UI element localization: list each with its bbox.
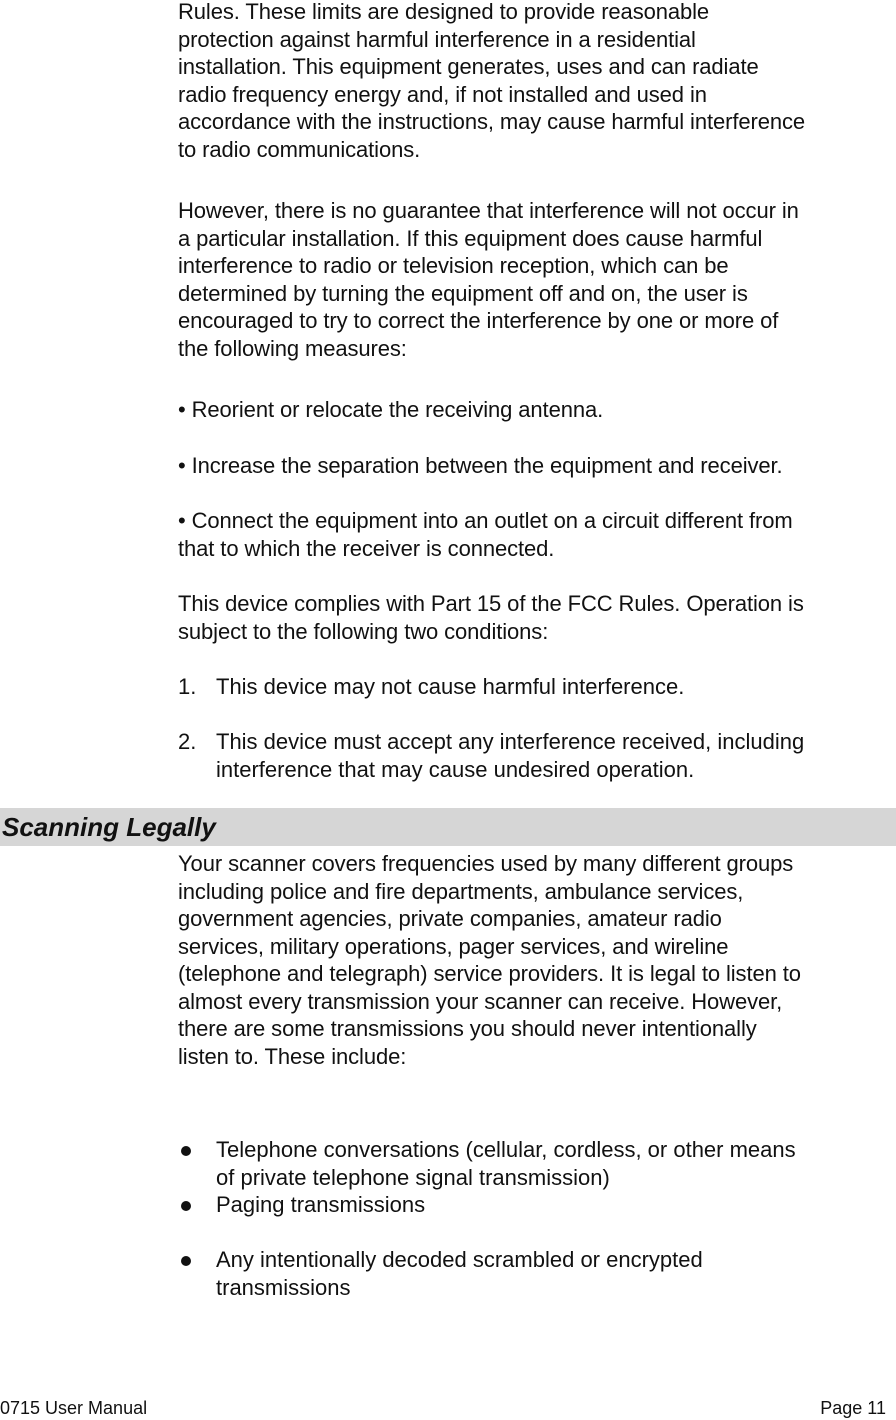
paragraph-text: However, there is no guarantee that interference will not occur in a particular installation. If this equipment does cause harmful interference to radio or television reception, which can be determined by turning the equipment off and on, the user is encouraged to try to correct the interference by one or more of the following measures:	[178, 198, 799, 361]
footer-manual-title: 0715 User Manual	[0, 1398, 148, 1418]
condition-number: 2.	[178, 729, 197, 754]
paragraph-text: This device complies with Part 15 of the FCC Rules. Operation is subject to the following two conditions:	[178, 591, 804, 644]
list-item	[178, 1191, 896, 1219]
bullet-icon	[181, 1256, 191, 1266]
intro-paragraph-2	[178, 197, 896, 362]
section-body-paragraph	[178, 850, 896, 1070]
condition-number: 1.	[178, 674, 197, 699]
measure-3	[178, 507, 896, 562]
condition-text: This device may not cause harmful interference.	[216, 674, 685, 699]
bullet-icon	[181, 1146, 191, 1156]
paragraph-text: Your scanner covers frequencies used by many different groups including police and fire departments, ambulance services, government agencies, private companies, amateur radio services, military operations, pager services, and wireline (telephone and telegraph) service providers. It is legal to listen to almost every transmission your scanner can receive. However, there are some transmissions you should never intentionally listen to. These include:	[178, 851, 801, 1069]
section-header-banner	[0, 808, 896, 846]
measure-text: • Increase the separation between the equipment and receiver.	[178, 453, 783, 478]
paragraph-text: Rules. These limits are designed to provide reasonable protection against harmful interference in a residential installation. This equipment generates, uses and can radiate radio frequency energy and, if not installed and used in accordance with the instructions, may cause harmful interference to radio communications.	[178, 0, 806, 162]
list-item-text: Any intentionally decoded scrambled or encrypted transmissions	[216, 1247, 703, 1300]
measure-text: • Connect the equipment into an outlet on a circuit different from that to which the receiver is connected.	[178, 508, 793, 561]
intro-paragraph-1	[178, 0, 896, 163]
section-title: Scanning Legally	[2, 812, 216, 842]
measure-text: • Reorient or relocate the receiving antenna.	[178, 397, 604, 422]
fcc-compliance-paragraph	[178, 590, 896, 645]
bullet-icon	[181, 1201, 191, 1211]
condition-text: This device must accept any interference received, including interference that may cause undesired operation.	[216, 729, 805, 782]
condition-item	[178, 728, 896, 783]
measure-1	[178, 396, 896, 424]
footer-page-number: Page 11	[820, 1398, 886, 1418]
condition-item	[178, 673, 896, 701]
list-item-text: Paging transmissions	[216, 1192, 426, 1217]
list-item-text: Telephone conversations (cellular, cordless, or other means of private telephone signal transmission)	[216, 1137, 796, 1190]
list-item	[178, 1246, 896, 1301]
measure-2	[178, 452, 896, 480]
list-item	[178, 1136, 896, 1191]
